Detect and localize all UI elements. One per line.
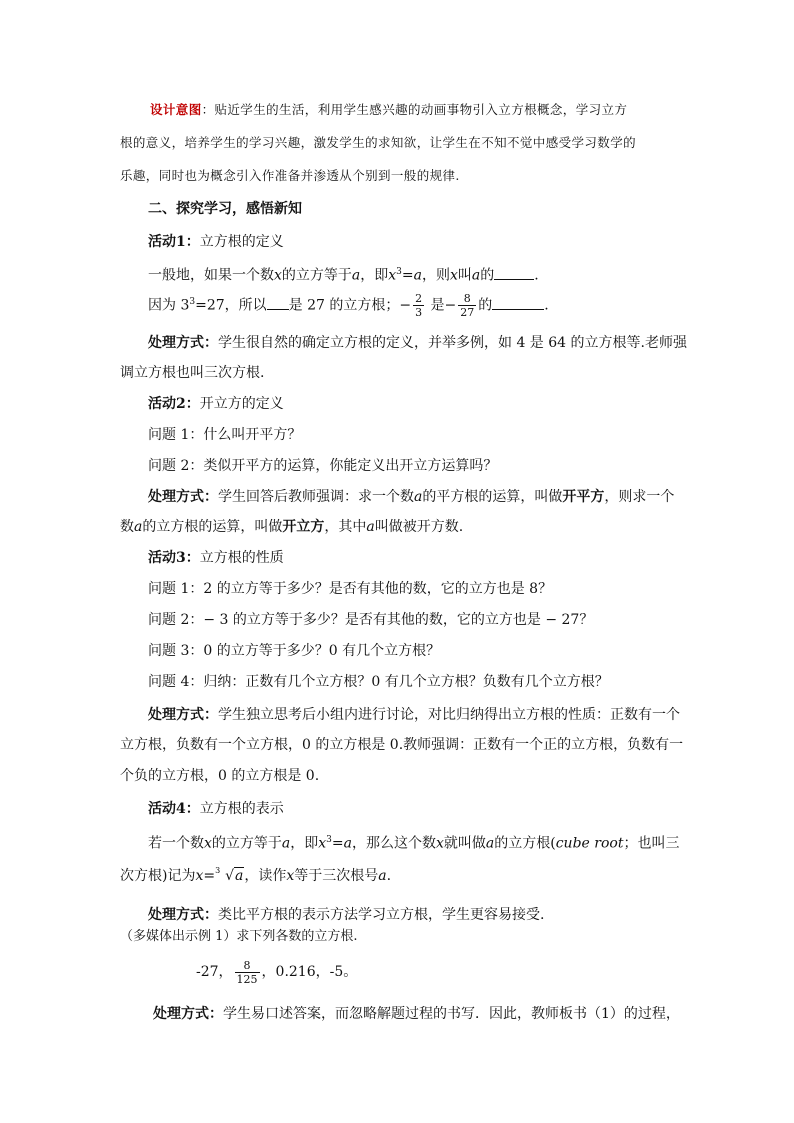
fraction-two-thirds: $\frac{2}{3}$ — [415, 292, 423, 320]
processing-5: 处理方式：学生易口述答案，而忽略解题过程的书写．因此，教师板书（1）的过程， — [153, 1006, 680, 1022]
activity-1-heading: 活动1：立方根的定义 — [148, 234, 284, 250]
fraction-eight-125ths: $\frac{8}{125}$ — [236, 958, 258, 986]
processing-3-line-3: 个负的立方根，0 的立方根是 0. — [120, 768, 320, 784]
activity-2-heading: 活动2：开立方的定义 — [148, 396, 284, 412]
processing-3-line-2: 立方根，负数有一个立方根，0 的立方根是 0.教师强调：正数有一个正的立方根，负数有一 — [120, 737, 684, 753]
section-title: 二、探究学习，感悟新知 — [148, 201, 302, 217]
activity-2-question-2: 问题 2：类似开平方的运算，你能定义出开立方运算吗？ — [148, 458, 498, 474]
answer-blank[interactable] — [492, 295, 544, 310]
activity-2-question-1: 问题 1：什么叫开平方？ — [148, 427, 302, 443]
activity-4-heading: 活动4：立方根的表示 — [148, 801, 284, 817]
fraction-eight-27ths: $\frac{8}{27}$ — [460, 292, 475, 320]
processing-4: 处理方式：类比平方根的表示方法学习立方根，学生更容易接受. — [148, 907, 545, 923]
activity-4-line-1: 若一个数x的立方等于a，即$x^3=a$，那么这个数x就叫做a的立方根(cube root；也叫三 — [148, 835, 680, 852]
example-intro: （多媒体出示例 1）求下列各数的立方根. — [120, 929, 358, 944]
processing-1-line-2: 调立方根也叫三次方根. — [120, 365, 265, 381]
design-intent-line-3: 乐趣，同时也为概念引入作准备并渗透从个别到一般的规律. — [120, 168, 460, 183]
activity-3-heading: 活动3：立方根的性质 — [148, 550, 284, 566]
design-intent-label: 设计意图 — [150, 102, 202, 117]
cube-root-radical: 3 √a — [215, 866, 244, 884]
activity-3-question-4: 问题 4：归纳：正数有几个立方根？0 有几个立方根？负数有几个立方根？ — [148, 674, 609, 690]
activity-1-example: 因为 $3^3=27$，所以 是 27 的立方根；− $\frac{2}{3}$ 是− $\frac{8}{27}$ 的 . — [148, 292, 549, 320]
processing-2-line-1: 处理方式：学生回答后教师强调：求一个数a的平方根的运算，叫做开平方，则求一个 — [148, 489, 675, 505]
activity-3-question-1: 问题 1：2 的立方等于多少？是否有其他的数，它的立方也是 8？ — [148, 581, 553, 597]
answer-blank[interactable] — [267, 295, 289, 310]
activity-1-definition: 一般地，如果一个数x的立方等于a，即$x^3=a$，则x叫a的 . — [148, 262, 539, 286]
design-intent-line-2: 根的意义，培养学生的学习兴趣，激发学生的求知欲，让学生在不知不觉中感受学习数学的 — [120, 135, 637, 150]
example-values: -27， $\frac{8}{125}$ ，0.216，-5。 — [196, 958, 358, 986]
processing-3-line-1: 处理方式：学生独立思考后小组内进行讨论，对比归纳得出立方根的性质：正数有一个 — [148, 707, 680, 723]
processing-1-line-1: 处理方式：学生很自然的确定立方根的定义，并举多例，如 4 是 64 的立方根等.老师强 — [148, 335, 687, 351]
answer-blank[interactable] — [494, 265, 534, 280]
activity-4-line-2: 次方根)记为x= 3 √a，读作x等于三次根号a. — [120, 866, 392, 884]
activity-3-question-3: 问题 3：0 的立方等于多少？0 有几个立方根？ — [148, 643, 441, 659]
design-intent-line-1: 设计意图：贴近学生的生活，利用学生感兴趣的动画事物引入立方根概念，学习立方 — [150, 102, 628, 117]
processing-2-line-2: 数a的立方根的运算，叫做开立方，其中a叫做被开方数. — [120, 519, 464, 535]
activity-3-question-2: 问题 2：− 3 的立方等于多少？是否有其他的数，它的立方也是 − 27？ — [148, 612, 594, 628]
